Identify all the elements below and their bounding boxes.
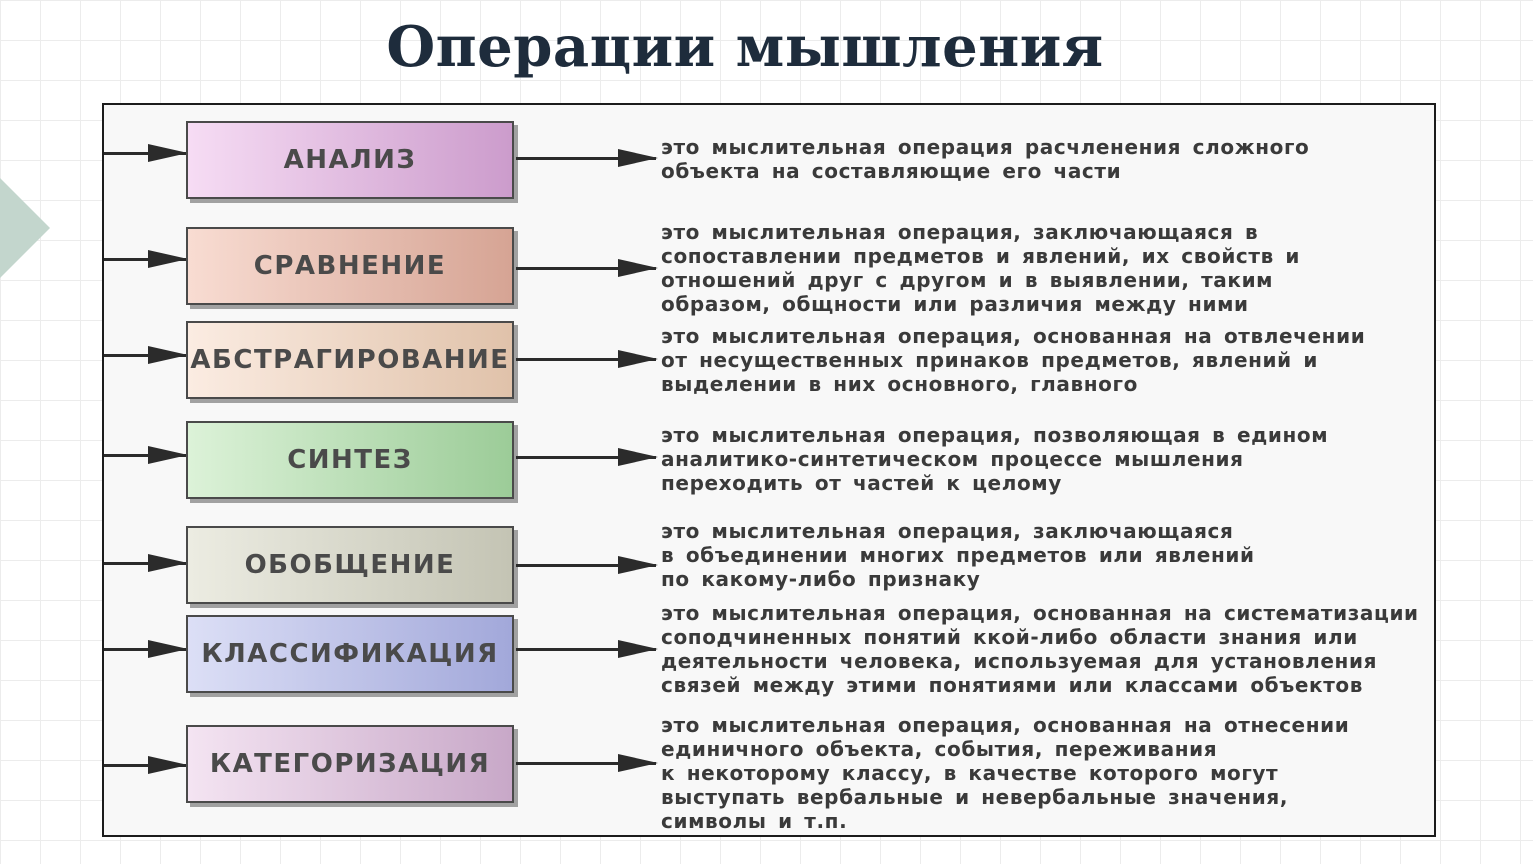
- input-arrow: [104, 454, 186, 457]
- operation-box-abstraction: [186, 321, 514, 399]
- output-arrow: [516, 456, 656, 459]
- operation-label: КАТЕГОРИЗАЦИЯ: [209, 749, 491, 779]
- operation-label: СИНТЕЗ: [287, 445, 413, 475]
- operation-box-categorization: [186, 725, 514, 803]
- side-nav-arrow[interactable]: [0, 178, 50, 278]
- output-arrow: [516, 358, 656, 361]
- operation-box-generalization: [186, 526, 514, 604]
- operation-label: КЛАССИФИКАЦИЯ: [201, 639, 499, 669]
- operation-description: это мыслительная операция, позволяющая в едином аналитико-синтетическом процессе мышления переходить от частей к целому: [661, 423, 1329, 495]
- operation-description: это мыслительная операция расчленения сложного объекта на составляющие его части: [661, 135, 1310, 183]
- input-arrow: [104, 152, 186, 155]
- operation-box-classification: [186, 615, 514, 693]
- operation-description: это мыслительная операция, заключающаяся в сопоставлении предметов и явлений, их свойств и отношений друг с другом и в выявлении, таким образом, общности или различия между ними: [661, 220, 1301, 316]
- operation-description: это мыслительная операция, основанная на отвлечении от несущественных принаков предметов, явлений и выделении в них основного, главного: [661, 324, 1366, 396]
- output-arrow: [516, 762, 656, 765]
- page-title: Операции мышления: [386, 14, 1104, 80]
- input-arrow: [104, 764, 186, 767]
- operation-box-analysis: [186, 121, 514, 199]
- operations-diagram: [102, 103, 1436, 837]
- operation-description: это мыслительная операция, основанная на отнесении единичного объекта, события, переживания к некоторому классу, в качестве которого могут выступать вербальные и невербальные значения, символы и т.п.: [661, 713, 1350, 833]
- operation-box-comparison: [186, 227, 514, 305]
- operation-label: СРАВНЕНИЕ: [253, 251, 447, 281]
- operation-label: АБСТРАГИРОВАНИЕ: [190, 345, 510, 375]
- output-arrow: [516, 267, 656, 270]
- operation-description: это мыслительная операция, заключающаяся в объединении многих предметов или явлений по какому-либо признаку: [661, 519, 1255, 591]
- input-arrow: [104, 562, 186, 565]
- output-arrow: [516, 157, 656, 160]
- input-arrow: [104, 354, 186, 357]
- operation-label: АНАЛИЗ: [283, 145, 417, 175]
- operation-box-synthesis: [186, 421, 514, 499]
- output-arrow: [516, 648, 656, 651]
- output-arrow: [516, 564, 656, 567]
- input-arrow: [104, 648, 186, 651]
- operation-label: ОБОБЩЕНИЕ: [244, 550, 456, 580]
- operation-description: это мыслительная операция, основанная на систематизации соподчиненных понятий ккой-либо области знания или деятельности человека, используемая для установления связей между этими понятиями или классами объектов: [661, 601, 1419, 697]
- input-arrow: [104, 258, 186, 261]
